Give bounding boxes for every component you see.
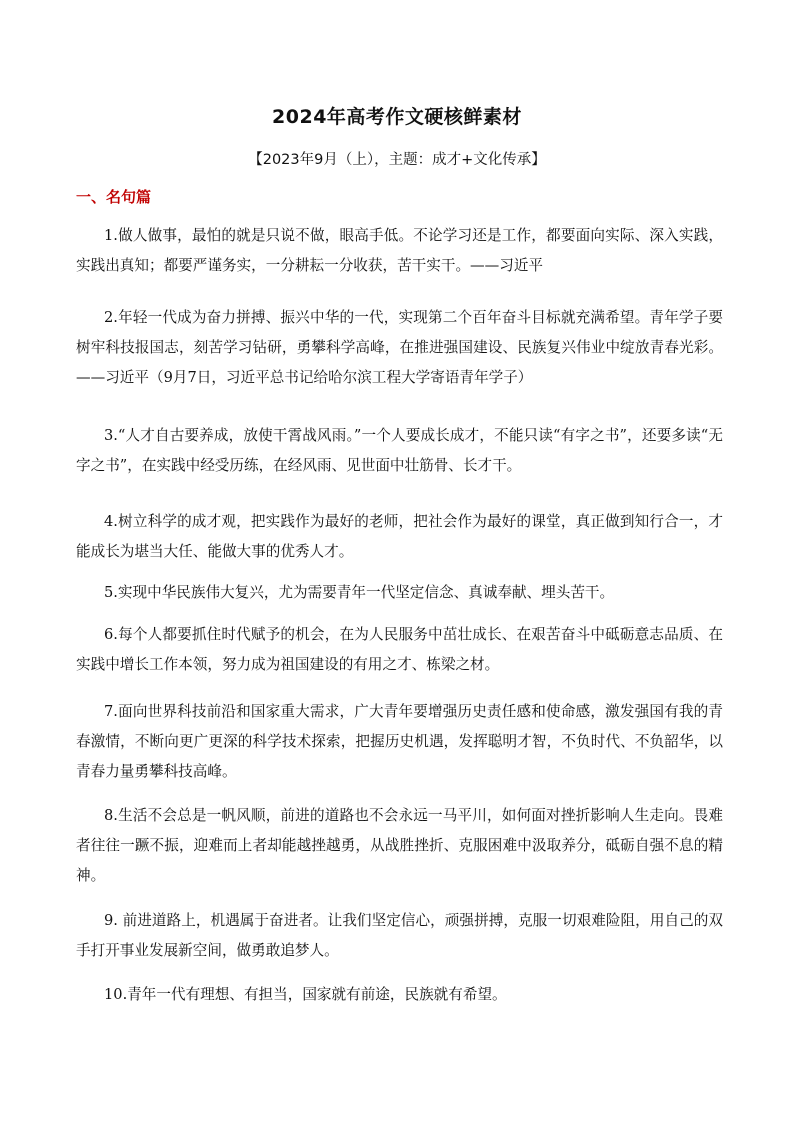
quote-paragraph-7: 7.面向世界科技前沿和国家重大需求，广大青年要增强历史责任感和使命感，激发强国有我的青春激情，不断向更广更深的科学技术探索，把握历史机遇，发挥聪明才智，不负时代、不负韶华，以青春力量勇攀科技高峰。 (76, 703, 723, 780)
quote-paragraph-8: 8.生活不会总是一帆风顺，前进的道路也不会永远一马平川，如何面对挫折影响人生走向。畏难者往往一蹶不振，迎难而上者却能越挫越勇，从战胜挫折、克服困难中汲取养分，砥砺自强不息的精神。 (76, 807, 723, 884)
quote-paragraph-10: 10.青年一代有理想、有担当，国家就有前途，民族就有希望。 (104, 986, 507, 1003)
quote-paragraph-2: 2.年轻一代成为奋力拼搏、振兴中华的一代，实现第二个百年奋斗目标就充满希望。青年学子要树牢科技报国志，刻苦学习钻研，勇攀科学高峰，在推进强国建设、民族复兴伟业中绽放青春光彩。——习近平（9月7日，习近平总书记给哈尔滨工程大学寄语青年学子） (76, 309, 723, 386)
quote-paragraph-1: 1.做人做事，最怕的就是只说不做，眼高手低。不论学习还是工作，都要面向实际、深入实践，实践出真知；都要严谨务实，一分耕耘一分收获，苦干实干。——习近平 (76, 227, 723, 274)
document-title: 2024年高考作文硬核鲜素材 (272, 106, 522, 128)
quote-paragraph-3: 3.“人才自古要养成，放使干霄战风雨。”一个人要成长成才，不能只读“有字之书”，还要多读“无字之书”，在实践中经受历练，在经风雨、见世面中壮筋骨、长才干。 (76, 427, 723, 474)
quote-paragraph-6: 6.每个人都要抓住时代赋予的机会，在为人民服务中茁壮成长、在艰苦奋斗中砥砺意志品质、在实践中增长工作本领，努力成为祖国建设的有用之才、栋梁之材。 (76, 626, 723, 673)
quote-paragraph-4: 4.树立科学的成才观，把实践作为最好的老师，把社会作为最好的课堂，真正做到知行合一，才能成长为堪当大任、能做大事的优秀人才。 (76, 513, 723, 560)
section-heading: 一、名句篇 (76, 188, 152, 206)
quote-paragraph-9: 9. 前进道路上，机遇属于奋进者。让我们坚定信心，顽强拼搏，克服一切艰难险阻，用自己的双手打开事业发展新空间，做勇敢追梦人。 (76, 912, 723, 959)
quote-paragraph-5: 5.实现中华民族伟大复兴，尤为需要青年一代坚定信念、真诚奉献、埋头苦干。 (104, 584, 615, 601)
document-subtitle: 【2023年9月（上），主题：成才+文化传承】 (248, 152, 546, 168)
